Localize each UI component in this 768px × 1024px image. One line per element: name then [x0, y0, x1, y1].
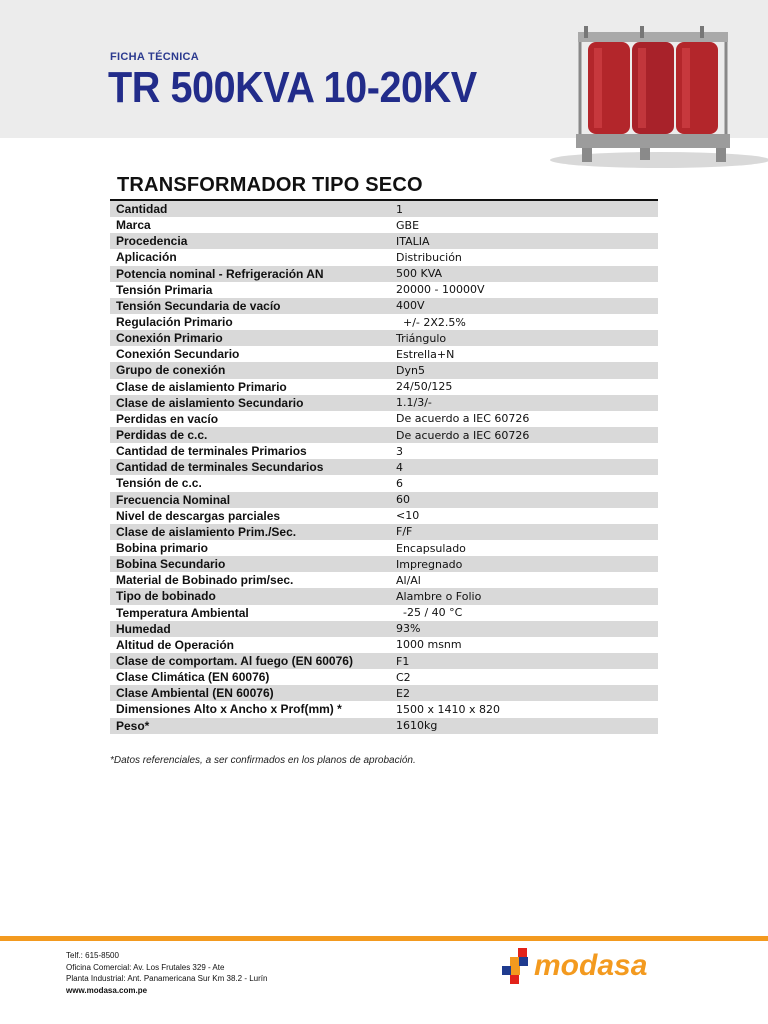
spec-label: Tensión de c.c. — [116, 476, 202, 491]
spec-value: 500 KVA — [396, 267, 443, 281]
spec-value: Al/Al — [396, 573, 421, 587]
contact-website: www.modasa.com.pe — [66, 985, 148, 995]
table-row — [110, 508, 658, 524]
table-row — [110, 556, 658, 572]
spec-label: Nivel de descargas parciales — [116, 508, 281, 523]
spec-label: Clase de aislamiento Primario — [116, 379, 287, 394]
contact-block — [66, 950, 267, 996]
spec-value: De acuerdo a IEC 60726 — [396, 412, 530, 426]
spec-value: 1 — [396, 202, 403, 216]
spec-value: 93% — [396, 622, 421, 636]
table-row — [110, 266, 658, 282]
contact-plant: Planta Industrial: Ant. Panamericana Sur Km 38.2 - Lurín — [66, 974, 268, 983]
spec-value: Encapsulado — [396, 541, 466, 555]
table-row — [110, 427, 658, 443]
table-row — [110, 201, 658, 217]
spec-value: -25 / 40 °C — [396, 606, 463, 620]
spec-value: <10 — [396, 509, 420, 523]
contact-phone: Telf.: 615-8500 — [66, 951, 119, 960]
table-row — [110, 572, 658, 588]
logo-wordmark: modasa — [534, 949, 648, 982]
table-row — [110, 605, 658, 621]
section-title: TRANSFORMADOR TIPO SECO — [117, 174, 423, 196]
table-row — [110, 443, 658, 459]
spec-label: Altitud de Operación — [116, 637, 235, 652]
table-row — [110, 379, 658, 395]
footer-divider — [0, 936, 768, 941]
spec-label: Perdidas en vacío — [116, 411, 219, 426]
table-row — [110, 475, 658, 491]
footnote: *Datos referenciales, a ser confirmados en los planos de aprobación. — [110, 755, 416, 766]
spec-value: 1500 x 1410 x 820 — [396, 702, 500, 716]
spec-label: Cantidad de terminales Secundarios — [116, 460, 324, 475]
spec-value: ITALIA — [396, 234, 430, 248]
spec-label: Cantidad — [116, 202, 168, 217]
spec-label: Marca — [116, 218, 151, 233]
spec-label: Material de Bobinado prim/sec. — [116, 573, 294, 588]
spec-value: F1 — [396, 654, 410, 668]
spec-table — [110, 201, 658, 734]
table-row — [110, 588, 658, 604]
table-row — [110, 621, 658, 637]
document-title: TR 500KVA 10-20KV — [108, 63, 477, 112]
table-row — [110, 282, 658, 298]
spec-label: Cantidad de terminales Primarios — [116, 444, 307, 459]
table-row — [110, 637, 658, 653]
table-row — [110, 395, 658, 411]
spec-value: Distribución — [396, 250, 462, 264]
spec-label: Clase de aislamiento Secundario — [116, 395, 304, 410]
spec-value: GBE — [396, 218, 420, 232]
transformer-image — [540, 22, 768, 172]
table-row — [110, 685, 658, 701]
spec-label: Procedencia — [116, 234, 188, 249]
spec-label: Frecuencia Nominal — [116, 492, 231, 507]
table-row — [110, 701, 658, 717]
spec-label: Tensión Secundaria de vacío — [116, 298, 281, 313]
spec-value: 60 — [396, 493, 410, 507]
spec-label: Tensión Primaria — [116, 282, 213, 297]
spec-value: Estrella+N — [396, 347, 455, 361]
spec-value: 3 — [396, 444, 403, 458]
spec-value: Dyn5 — [396, 363, 425, 377]
spec-label: Aplicación — [116, 250, 177, 265]
contact-office: Oficina Comercial: Av. Los Frutales 329 - Ate — [66, 962, 225, 972]
spec-label: Peso* — [116, 718, 150, 733]
spec-value: 1000 msnm — [396, 638, 462, 652]
spec-label: Conexión Primario — [116, 331, 223, 346]
spec-value: F/F — [396, 525, 413, 539]
table-row — [110, 217, 658, 233]
table-row — [110, 492, 658, 508]
spec-value: 24/50/125 — [396, 380, 453, 394]
spec-value: Alambre o Folio — [396, 589, 482, 603]
spec-label: Clase de comportam. Al fuego (EN 60076) — [116, 654, 353, 668]
spec-label: Clase Climática (EN 60076) — [116, 670, 270, 685]
spec-label: Regulación Primario — [116, 315, 233, 330]
spec-value: 6 — [396, 476, 403, 490]
spec-label: Bobina Secundario — [116, 557, 226, 572]
table-row — [110, 459, 658, 475]
spec-label: Bobina primario — [116, 541, 209, 556]
spec-value: C2 — [396, 670, 411, 684]
spec-label: Clase Ambiental (EN 60076) — [116, 686, 274, 701]
document-kicker: FICHA TÉCNICA — [110, 51, 200, 63]
spec-value: E2 — [396, 686, 410, 700]
spec-label: Dimensiones Alto x Ancho x Prof(mm) * — [116, 702, 342, 717]
spec-label: Tipo de bobinado — [116, 589, 216, 604]
spec-value: 1.1/3/- — [396, 396, 432, 410]
table-row — [110, 233, 658, 249]
table-row — [110, 653, 658, 669]
spec-value: +/- 2X2.5% — [396, 315, 466, 329]
table-row — [110, 298, 658, 314]
spec-value: 1610kg — [396, 719, 438, 733]
table-row — [110, 669, 658, 685]
table-row — [110, 330, 658, 346]
table-row — [110, 411, 658, 427]
spec-value: Triángulo — [396, 331, 447, 345]
spec-label: Humedad — [116, 621, 171, 636]
spec-label: Conexión Secundario — [116, 347, 240, 362]
table-row — [110, 346, 658, 362]
spec-value: 4 — [396, 460, 403, 474]
table-row — [110, 524, 658, 540]
spec-label: Grupo de conexión — [116, 363, 226, 378]
spec-label: Clase de aislamiento Prim./Sec. — [116, 524, 297, 539]
spec-label: Potencia nominal - Refrigeración AN — [116, 266, 324, 281]
table-row — [110, 314, 658, 330]
modasa-logo — [500, 944, 710, 988]
spec-label: Perdidas de c.c. — [116, 428, 208, 443]
table-row — [110, 718, 658, 734]
table-row — [110, 362, 658, 378]
spec-label: Temperatura Ambiental — [116, 605, 249, 620]
spec-value: 20000 - 10000V — [396, 283, 485, 297]
table-row — [110, 540, 658, 556]
spec-value: 400V — [396, 299, 425, 313]
spec-value: Impregnado — [396, 557, 463, 571]
table-row — [110, 249, 658, 265]
spec-value: De acuerdo a IEC 60726 — [396, 428, 530, 442]
